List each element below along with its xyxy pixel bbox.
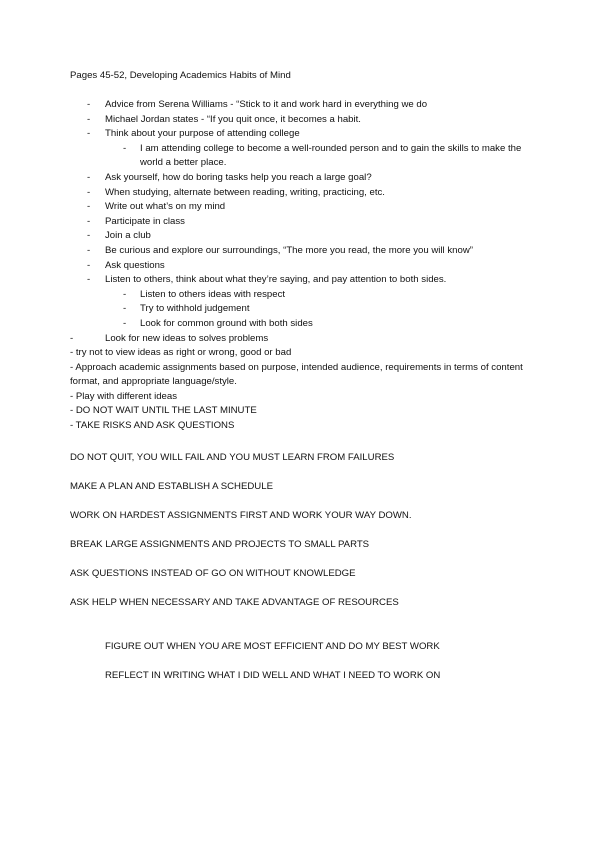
bullet-dash: - [87,230,91,242]
indented-caps-line: FIGURE OUT WHEN YOU ARE MOST EFFICIENT AND DO MY BEST WORK [105,641,440,652]
caps-line: WORK ON HARDEST ASSIGNMENTS FIRST AND WORK YOUR WAY DOWN. [70,510,412,521]
list-item-text: Listen to others, think about what they’re saying, and pay attention to both sides. [105,274,447,286]
list-item [70,98,530,113]
list-item-text: I am attending college to become a well-rounded person and to gain the skills to make the world a better place. [140,142,522,169]
caps-line: MAKE A PLAN AND ESTABLISH A SCHEDULE [70,481,273,492]
list-item-text: Listen to others ideas with respect [140,288,286,300]
list-item-text: Ask questions [105,259,165,271]
note-line: - TAKE RISKS AND ASK QUESTIONS [70,420,235,432]
sub-list-item [70,302,530,317]
caps-line: BREAK LARGE ASSIGNMENTS AND PROJECTS TO SMALL PARTS [70,539,370,550]
list-item [70,273,530,288]
bullet-dash: - [87,186,91,198]
list-item [70,259,530,274]
list-item-text: Think about your purpose of attending college [105,128,300,140]
page-heading: Pages 45-52, Developing Academics Habits of Mind [70,70,291,81]
list-item-text: Advice from Serena Williams - “Stick to it and work hard in everything we do [105,99,428,110]
bullet-dash: - [70,332,74,344]
indented-caps-line: REFLECT IN WRITING WHAT I DID WELL AND WHAT I NEED TO WORK ON [105,670,441,681]
list-item-text: Michael Jordan states - “If you quit once, it becomes a habit. [105,113,361,125]
note-line: - Approach academic assignments based on purpose, intended audience, requirements in terms of content format, and appropriate language/style. [70,361,523,388]
sub-list-item [70,288,530,303]
bullet-dash: - [123,317,127,329]
caps-line: ASK HELP WHEN NECESSARY AND TAKE ADVANTAGE OF RESOURCES [70,597,399,608]
list-item-text: Participate in class [105,215,185,227]
bullet-dash: - [123,142,127,154]
bullet-dash: - [123,288,127,300]
bullet-dash: - [87,244,91,256]
bullet-dash: - [87,128,91,140]
sub-list-item [70,142,530,171]
note-line: - DO NOT WAIT UNTIL THE LAST MINUTE [70,405,257,417]
list-item-text: When studying, alternate between reading, writing, practicing, etc. [105,186,385,198]
list-item [70,171,530,186]
bullet-dash: - [87,274,91,286]
bullet-dash: - [87,201,91,213]
list-item-text: Be curious and explore our surroundings, “The more you read, the more you will know” [105,244,473,256]
list-item-text: Look for new ideas to solves problems [105,332,269,344]
list-item-text: Join a club [105,230,151,242]
sub-list-item [70,317,530,332]
list-item-text: Try to withhold judgement [140,303,250,315]
note-line: - Play with different ideas [70,390,178,402]
list-item-text: Ask yourself, how do boring tasks help you reach a large goal? [105,171,372,183]
list-item [70,332,530,347]
list-item-text: Write out what’s on my mind [105,201,226,213]
list-item [70,200,530,215]
bullet-dash: - [87,171,91,183]
notes-list [70,98,530,434]
bullet-dash: - [87,113,91,125]
list-item [70,113,530,128]
list-item [70,127,530,142]
bullet-dash: - [87,99,91,110]
list-item [70,244,530,259]
bullet-dash: - [87,215,91,227]
list-item [70,229,530,244]
caps-line: ASK QUESTIONS INSTEAD OF GO ON WITHOUT KNOWLEDGE [70,568,356,579]
note-line: - try not to view ideas as right or wrong, good or bad [70,347,292,359]
bullet-dash: - [87,259,91,271]
bullet-dash: - [123,303,127,315]
list-item-text: Look for common ground with both sides [140,317,313,329]
list-item [70,186,530,201]
list-item [70,215,530,230]
caps-line: DO NOT QUIT, YOU WILL FAIL AND YOU MUST LEARN FROM FAILURES [70,452,395,463]
